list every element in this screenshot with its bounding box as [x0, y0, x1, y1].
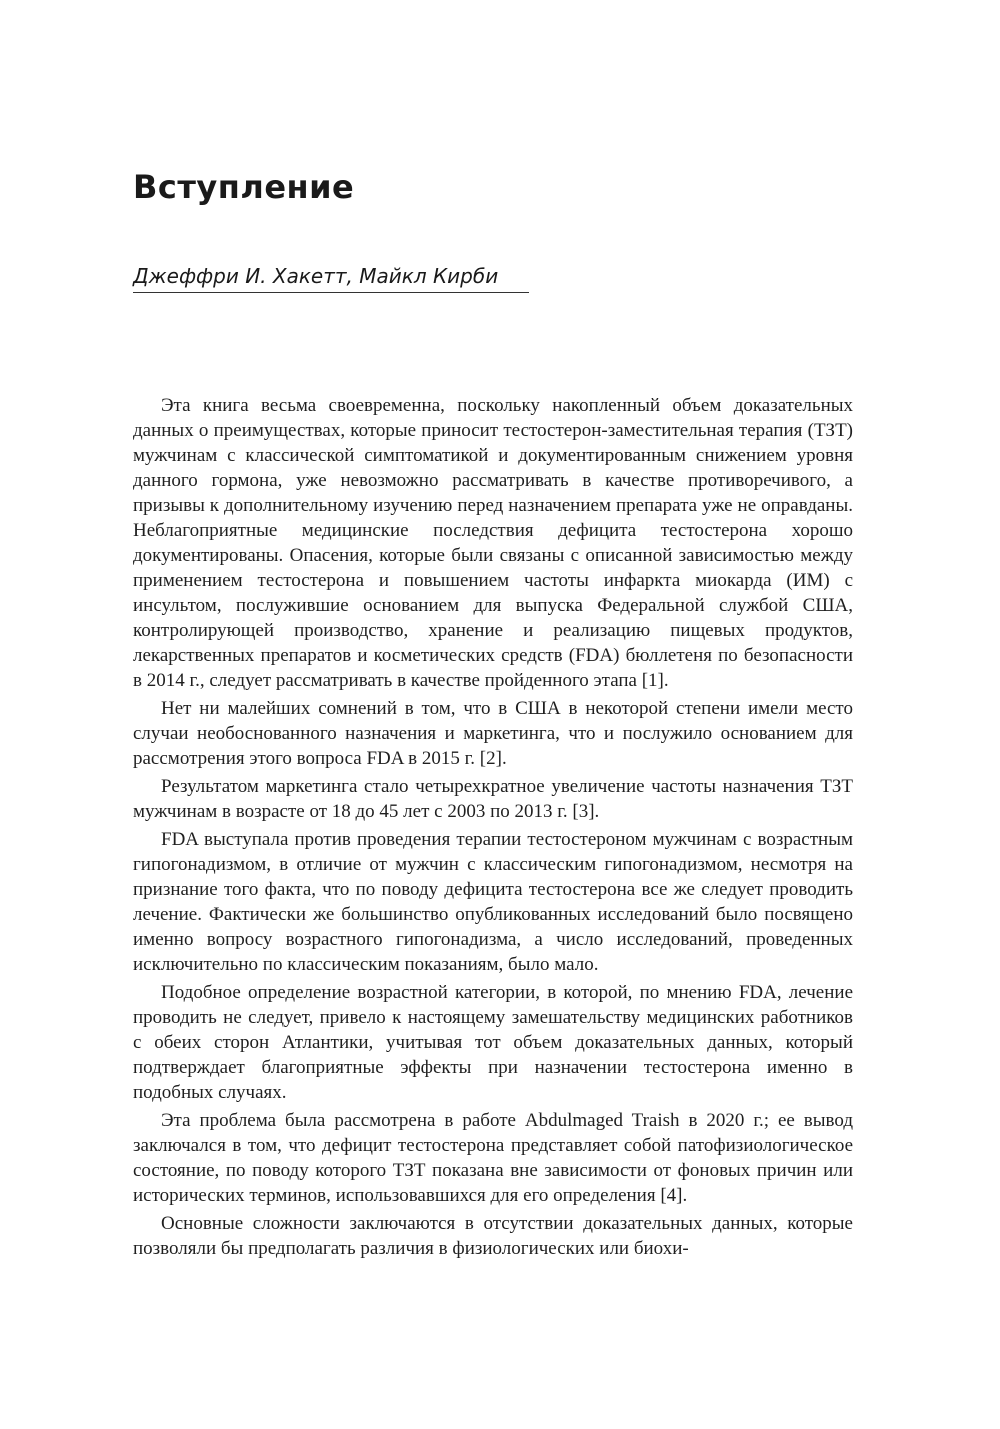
chapter-authors: Джеффри И. Хакетт, Майкл Кирби	[133, 264, 529, 293]
chapter-title: Вступление	[133, 168, 355, 206]
paragraph: Подобное определение возрастной категории, в которой, по мнению FDA, лечение проводить не следует, привело к настоящему замешательству медицинских работников с обеих сторон Атлантики, учитывая тот объем доказательных данных, который подтверждает благоприятные эффекты при назначении тестостерона именно в подобных случаях.	[133, 982, 853, 1103]
paragraph: Эта книга весьма своевременна, поскольку накопленный объем доказательных данных о преимуществах, которые приносит тестостерон-заместительная терапия (ТЗТ) мужчинам с классической симптоматикой и документированным снижением уровня данного гормона, уже невозможно рассматривать в качестве противоречивого, а призывы к дополнительному изучению перед назначением препарата уже не оправданы. Неблагоприятные медицинские последствия дефицита тестостерона хорошо документированы. Опасения, которые были связаны с описанной зависимостью между применением тестостерона и повышением частоты инфаркта миокарда (ИМ) с инсультом, послужившие основанием для выпуска Федеральной службой США, контролирующей производство, хранение и реализацию пищевых продуктов, лекарственных препаратов и косметических средств (FDA) бюллетеня по безопасности в 2014 г., следует рассматривать в качестве пройденного этапа [1].	[133, 395, 853, 691]
paragraph: Основные сложности заключаются в отсутствии доказательных данных, которые позволяли бы предполагать различия в физиологических или биохи-	[133, 1213, 853, 1259]
body-text	[133, 393, 853, 1264]
paragraph: Эта проблема была рассмотрена в работе Abdulmaged Traish в 2020 г.; ее вывод заключался в том, что дефицит тестостерона представляет собой патофизиологическое состояние, по поводу которого ТЗТ показана вне зависимости от фоновых причин или исторических терминов, использовавшихся для его определения [4].	[133, 1110, 853, 1206]
paragraph: Нет ни малейших сомнений в том, что в США в некоторой степени имели место случаи необоснованного назначения и маркетинга, что и послужило основанием для рассмотрения этого вопроса FDA в 2015 г. [2].	[133, 698, 853, 769]
paragraph: Результатом маркетинга стало четырехкратное увеличение частоты назначения ТЗТ мужчинам в возрасте от 18 до 45 лет с 2003 по 2013 г. [3].	[133, 776, 853, 822]
paragraph: FDA выступала против проведения терапии тестостероном мужчинам с возрастным гипогонадизмом, в отличие от мужчин с классическим гипогонадизмом, несмотря на признание того факта, что по поводу дефицита тестостерона все же следует проводить лечение. Фактически же большинство опубликованных исследований было посвящено именно вопросу возрастного гипогонадизма, а число исследований, проведенных исключительно по классическим показаниям, было мало.	[133, 829, 853, 975]
